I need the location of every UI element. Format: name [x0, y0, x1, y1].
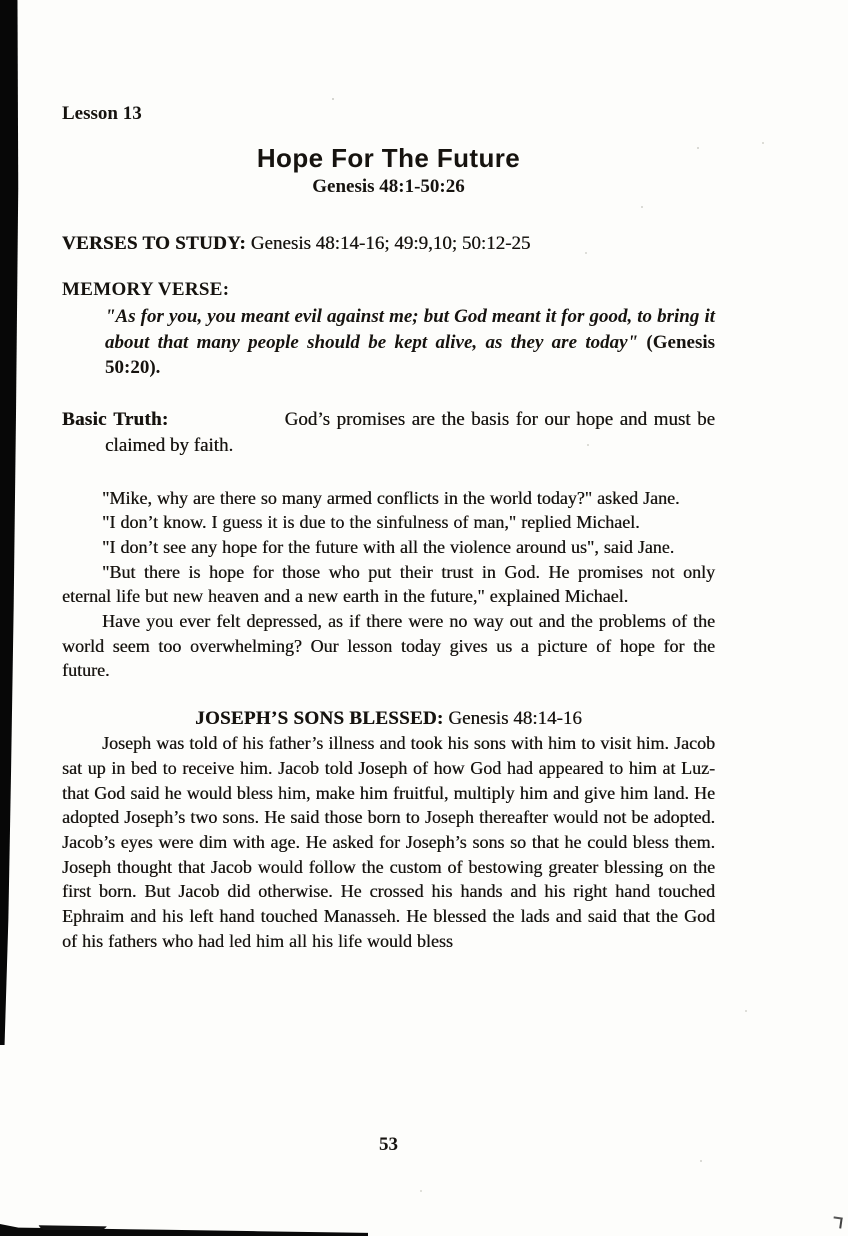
- memory-verse-reference: (Genesis 50:20).: [105, 331, 716, 378]
- scan-edge-artifact-left: [0, 0, 19, 1045]
- scan-corner-artifact: [38, 1222, 108, 1230]
- scripture-range: Genesis 48:1-50:26: [312, 176, 465, 197]
- basic-truth: [62, 407, 715, 459]
- dialog-paragraph: "But there is hope for those who put their trust in God. He promises not only eternal life but new heaven and a new earth in the future," explained Michael.: [62, 561, 715, 607]
- section-heading-reference: Genesis 48:14-16: [443, 708, 582, 730]
- section-heading: [62, 706, 715, 731]
- section-heading-label: JOSEPH’S SONS BLESSED:: [195, 708, 444, 730]
- dialog-paragraph: "I don’t see any hope for the future with all the violence around us", said Jane.: [102, 536, 675, 557]
- verses-to-study-text: Genesis 48:14-16; 49:9,10; 50:12-25: [245, 233, 531, 254]
- memory-verse: [62, 304, 715, 381]
- page-content: [62, 0, 715, 953]
- memory-verse-text: "As for you, you meant evil against me; but God meant it for good, to bring it about that many people should be kept alive, as they are today": [105, 306, 715, 353]
- dialog-paragraph: "I don’t know. I guess it is due to the sinfulness of man," replied Michael.: [102, 512, 640, 533]
- basic-truth-label: Basic Truth:: [62, 408, 169, 430]
- verses-to-study-line: [62, 232, 715, 256]
- page-number: 53: [379, 1134, 398, 1155]
- dialog-paragraph: "Mike, why are there so many armed conflicts in the world today?" asked Jane.: [102, 487, 680, 508]
- basic-truth-text: God’s promises are the basis for our hope and must be claimed by faith.: [105, 408, 715, 456]
- dialog-paragraph: Have you ever felt depressed, as if there were no way out and the problems of the world seem too overwhelming? Our lesson today gives us a picture of hope for the future.: [62, 611, 715, 681]
- verses-to-study-label: VERSES TO STUDY:: [62, 233, 246, 254]
- memory-verse-label: MEMORY VERSE:: [62, 279, 230, 300]
- lesson-number: Lesson 13: [62, 103, 142, 124]
- section-paragraph: Joseph was told of his father’s illness and took his sons with him to visit him. Jacob sat up in bed to receive him. Jacob told Joseph of how God had appeared to him at Luz-that God said he would bless him, make him fruitful, multiply him and give him land. He adopted Joseph’s two sons. He said those born to Joseph thereafter would not be adopted. Jacob’s eyes were dim with age. He asked for Joseph’s sons so that he could bless them. Joseph thought that Jacob would follow the custom of bestowing greater blessing on the first born. But Jacob did otherwise. He crossed his hands and his right hand touched Ephraim and his left hand touched Manasseh. He blessed the lads and said that the God of his fathers who had led him all his life would bless: [62, 733, 715, 951]
- page-title: Hope For The Future: [256, 143, 521, 173]
- scan-mark-bottom-right: [832, 1216, 842, 1228]
